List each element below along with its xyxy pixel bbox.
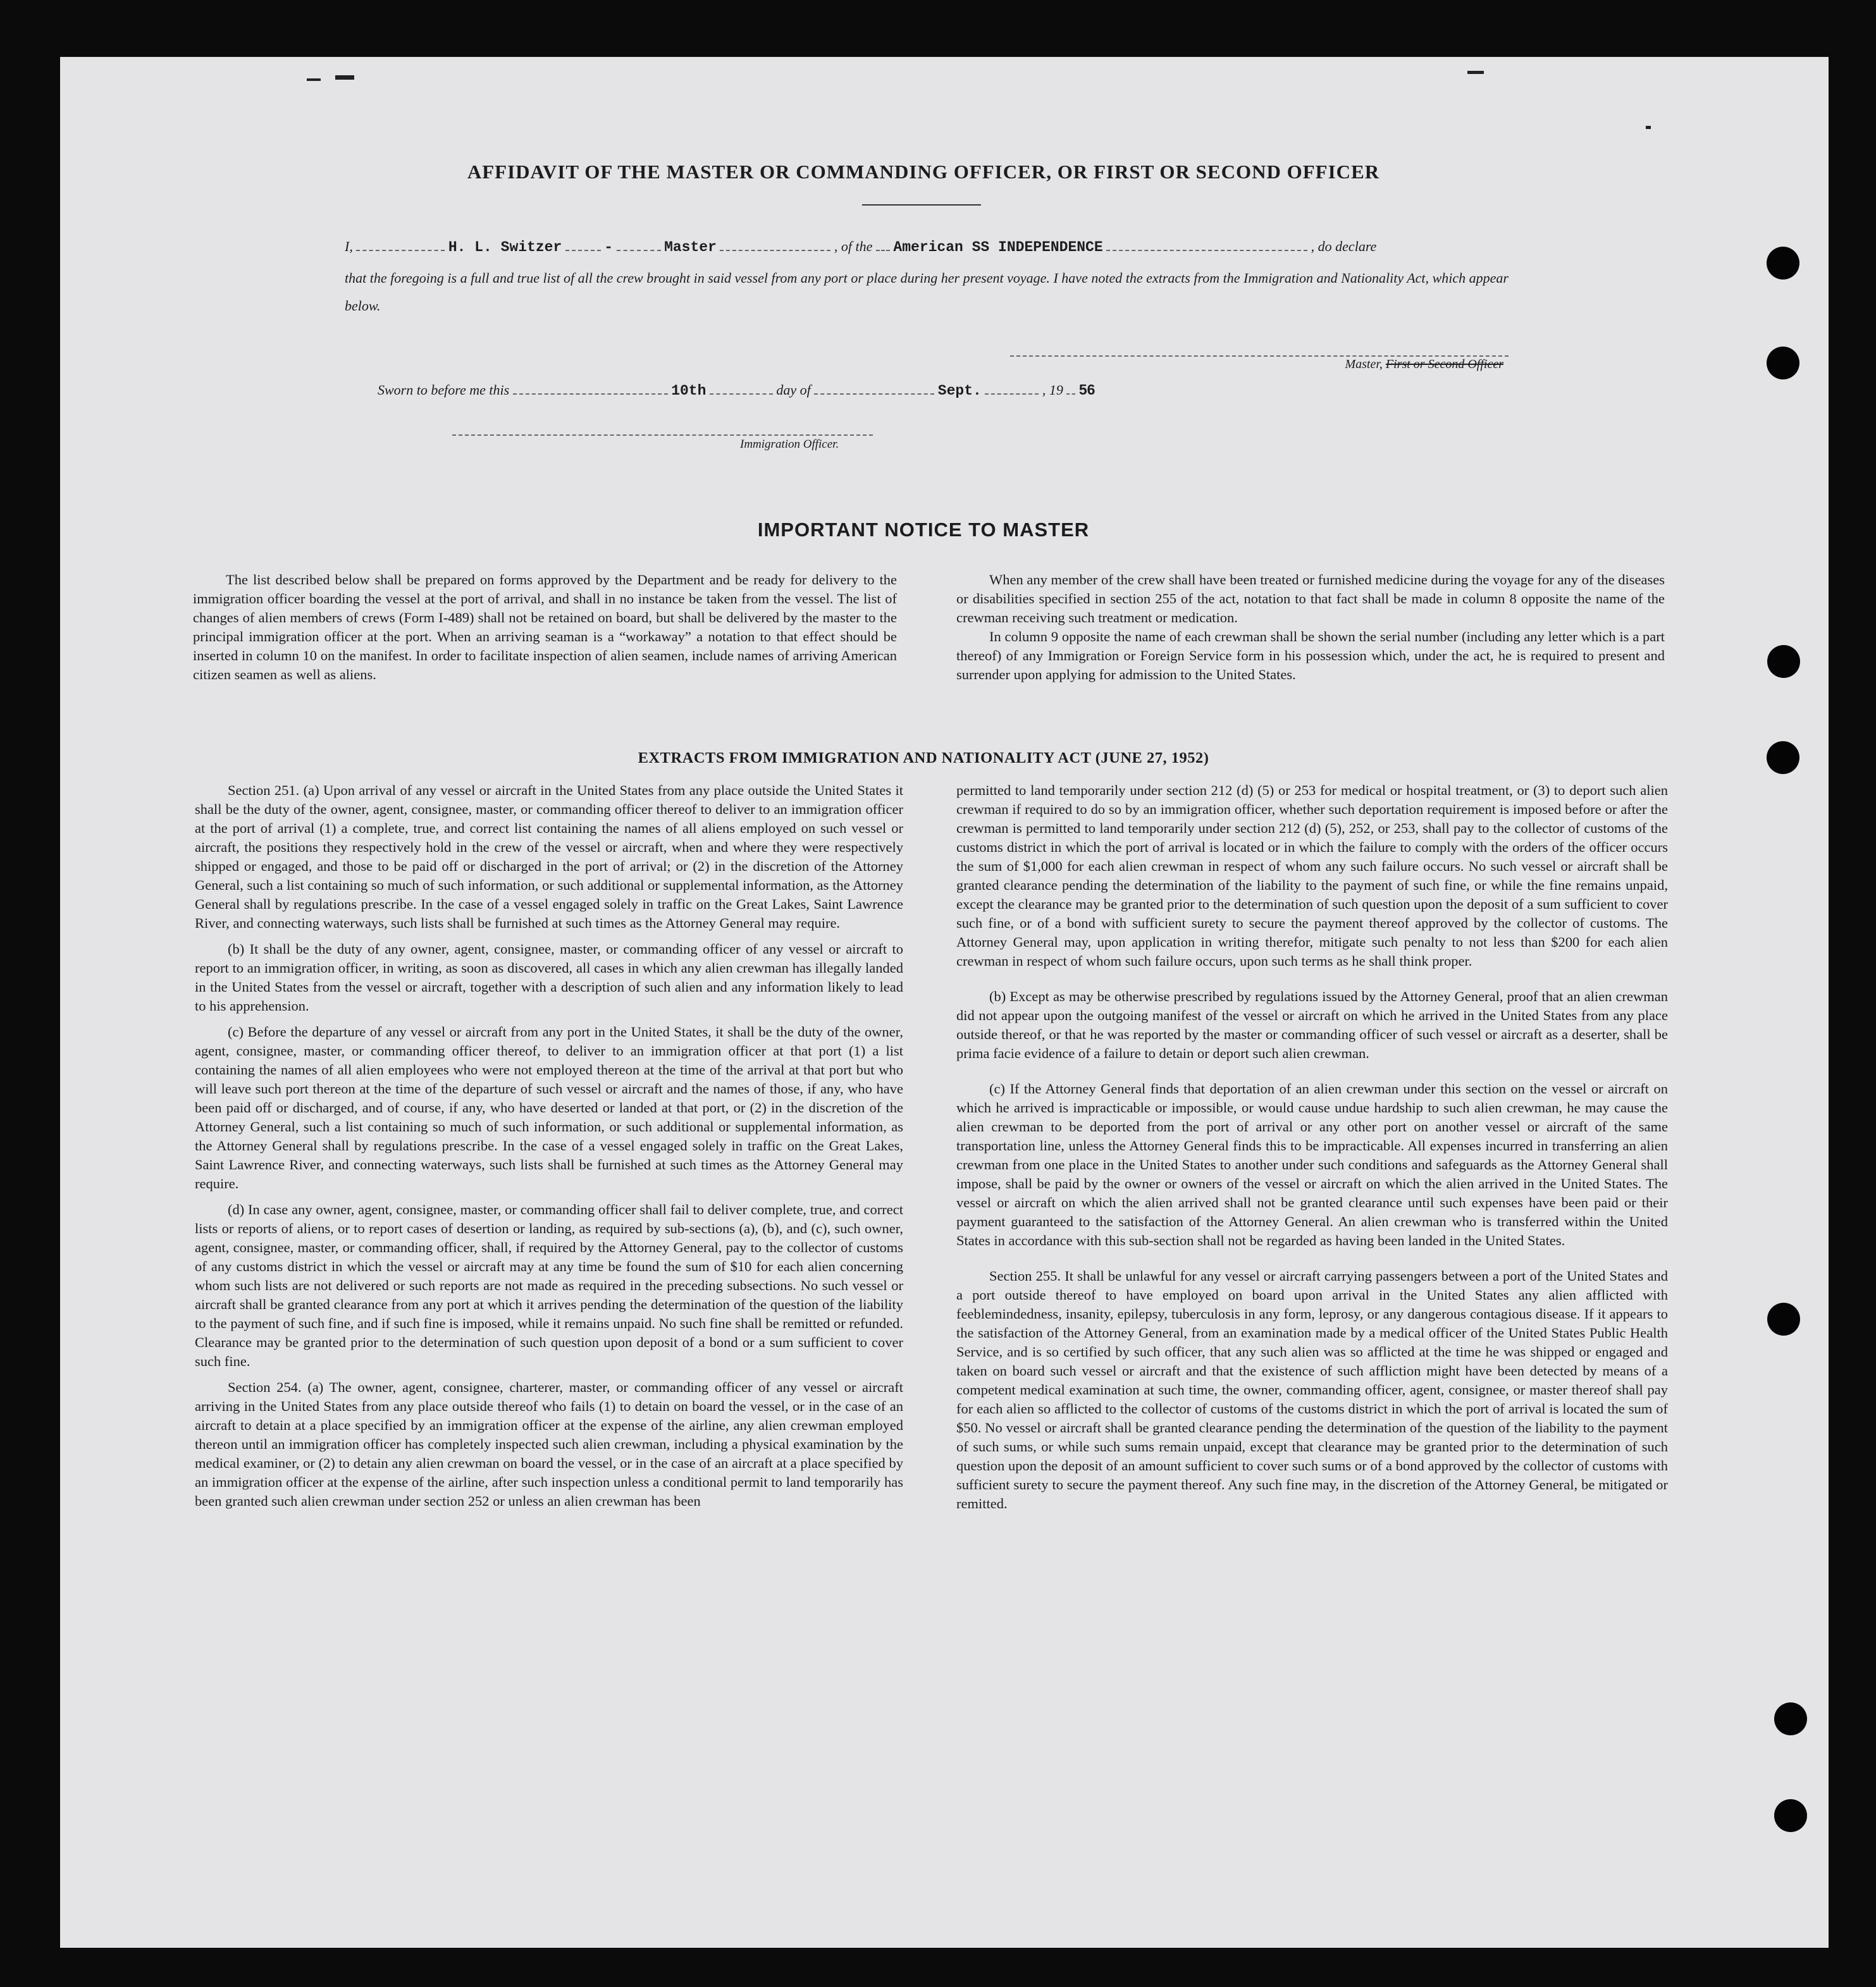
punch-hole [1767,645,1800,678]
blank-leader [814,382,934,395]
punch-hole [1767,247,1799,280]
blank-leader [710,382,773,395]
blank-leader [356,238,445,251]
extracts-left-column [195,781,903,1518]
extract-paragraph: permitted to land temporarily under section 212 (d) (5) or 253 for medical or hospital treatment, or (3) to deport such alien crewman if required to do so by an immigration officer, whether such deportation requirement is imposed before or after the crewman is permitted to land temporarily under section 212 (d) (5), 252, or 253, shall pay to the collector of customs of the customs district in which the port of arrival is located or in which the failure to comply with the orders of the officer occurs the sum of $1,000 for each alien crewman in respect of whom any such failure occurs. No such vessel or aircraft shall be granted clearance pending the determination of the liability to the payment of such fine, or while the fine remains unpaid, except the clearance may be granted prior to the determination of such question upon the deposit of a sum sufficient to cover such fine, or of a bond with sufficient surety to secure the payment thereof approved by the collector of customs. The Attorney General may, upon application in writing therefor, mitigate such penalty to not less than $200 for each alien crewman in respect of whom such failure occurs, upon such terms as he shall think proper. [956,782,1668,969]
signature-caption-prefix: Master, [1345,357,1383,371]
extract-paragraph: Section 251. (a) Upon arrival of any vessel or aircraft in the United States from any place outside the United States it shall be the duty of the owner, agent, consignee, master, or commanding officer thereof to deliver to an immigration officer at the port of arrival (1) a complete, true, and correct list containing the names of all aliens employed on such vessel or aircraft, the positions they respectively hold in the crew of the vessel or aircraft, when and where they were respectively shipped or engaged, and those to be paid off or discharged in the port of arrival; or (2) in the discretion of the Attorney General, such a list containing so much of such information, or such additional or supplemental information, as the Attorney General shall by regulations prescribe. In the case of a vessel engaged solely in traffic on the Great Lakes, Saint Lawrence River, and connecting waterways, such lists shall be furnished at such times as the Attorney General may require. [195,782,903,931]
signature-caption-struck: First or Second Officer [1385,357,1503,371]
blank-leader [565,238,601,251]
sworn-month-field: Sept. [937,383,982,399]
declaration-line [345,238,1509,255]
do-declare-label: , do declare [1311,238,1377,254]
extracts-right-column [956,781,1668,1520]
declaration-i-label: I, [345,238,353,254]
notice-left-column [193,570,897,691]
punch-hole [1774,1702,1807,1735]
sworn-label: Sworn to before me this [378,382,510,398]
notice-left-paragraph: The list described below shall be prepared on forms approved by the Department and be ready for delivery to the immigration officer boarding the vessel at the port of arrival, and shall in no instance be taken from the vessel. The list of changes of alien members of crews (Form I-489) shall not be retained on board, but shall be delivered by the master to the principal immigration officer at the port. When an arriving seaman is a “workaway” a notation to that effect should be inserted in column 10 on the manifest. In order to facilitate inspection of alien seamen, include names of arriving American citizen seamen as well as aliens. [193,572,897,682]
extract-paragraph: (c) Before the departure of any vessel or aircraft from any port in the United States, it shall be the duty of the owner, agent, consignee, master, or commanding officer thereof, to deliver to an immigration officer at that port (1) a list containing the names of all alien employees who were not employed thereon at the time of the arrival at that port but who will leave such port thereon at the time of the departure of such vessel or aircraft and the names of those, if any, who have been paid off or discharged, and of course, if any, who have deserted or landed at that port, or (2) in the discretion of the Attorney General, such a list containing so much of such information, or such additional or supplemental information, as the Attorney General shall by regulations prescribe. In the case of a vessel engaged solely in traffic on the Great Lakes, Saint Lawrence River, and connecting waterways, such lists shall be furnished at such times as the Attorney General may require. [195,1024,903,1191]
sworn-line [378,381,1095,399]
vessel-name-field: American SS INDEPENDENCE [893,239,1103,255]
year-prefix-label: , 19 [1042,382,1063,398]
extract-paragraph: (b) Except as may be otherwise prescribed by regulations issued by the Attorney General, proof that an alien crewman did not appear upon the outgoing manifest of the vessel or aircraft on which he arrived in the United States from any place outside thereof, or that he was reported by the master or commanding officer of such vessel or aircraft as a deserter, shall be prima facie evidence of a failure to detain or deport such alien crewman. [956,988,1668,1061]
day-of-label: day of [776,382,811,398]
immigration-officer-caption: Immigration Officer. [740,438,839,451]
sworn-year-field: 56 [1078,381,1095,398]
master-signature-line [1010,354,1509,357]
scan-speck [307,78,321,81]
scan-speck [335,75,354,80]
immigration-officer-line [452,433,873,436]
of-the-label: , of the [834,238,873,254]
extract-paragraph: (d) In case any owner, agent, consignee, master, or commanding officer shall fail to deliver complete, true, and correct lists or reports of aliens, or to report cases of desertion or landing, as required by sub-sections (a), (b), and (c), such owner, agent, consignee, master, or commanding officer, shall, if required by the Attorney General, pay to the collector of customs of any customs district in which the vessel or aircraft may at any time be found the sum of $10 for each alien concerning whom such lists are not delivered or such reports are not made as required in the preceding subsections. No such vessel or aircraft shall be granted clearance from any port at which it arrives pending the determination of the question of the liability to the payment of such fine, and if such fine is imposed, while it remains unpaid. No such fine shall be remitted or refunded. Clearance may be granted prior to the determination of such question upon deposit of a bond or a sum sufficient to cover such fine. [195,1202,903,1369]
title-rule [862,204,981,206]
blank-leader [617,238,661,251]
extract-paragraph: (b) It shall be the duty of any owner, agent, consignee, master, or commanding officer of any vessel or aircraft to report to an immigration officer, in writing, as soon as discovered, all cases in which any alien crewman has illegally landed in the United States from the vessel or aircraft, together with a description of such alien and any information likely to lead to his apprehension. [195,941,903,1014]
blank-leader [876,238,890,251]
blank-leader [1066,382,1075,395]
officer-rank-field: Master [664,239,717,255]
extract-paragraph: (c) If the Attorney General finds that deportation of an alien crewman under this section on the vessel or aircraft on which he arrived is impracticable or impossible, or would cause undue hardship to such alien crewman, he may cause the alien crewman to be deported from the port of arrival or any other port on another vessel or aircraft of the same transportation line, unless the Attorney General finds this to be impracticable. All expenses incurred in transferring an alien crewman from one place in the United States to another under such conditions and safeguards as the Attorney General shall impose, shall be paid by the owner or owners of the vessel or aircraft on which the alien arrived in the United States. The vessel or aircraft on which the alien arrived shall not be granted clearance until such expenses have been paid or their payment guaranteed to the satisfaction of the Attorney General. An alien crewman who is transferred within the United States in accordance with this sub-section shall not be regarded as having been landed in the United States. [956,1081,1668,1248]
punch-hole [1767,1303,1800,1336]
notice-right-column [956,570,1665,691]
officer-name-field: H. L. Switzer [448,239,562,255]
blank-leader [985,382,1039,395]
declaration-text: that the foregoing is a full and true list of all the crew brought in said vessel from any port or place during her present voyage. I have noted the extracts from the Immigration and Nationality Act, which appear below. [345,270,1509,314]
affidavit-title: AFFIDAVIT OF THE MASTER OR COMMANDING OFFICER, OR FIRST OR SECOND OFFICER [467,161,1380,183]
blank-leader [513,382,668,395]
extract-paragraph: Section 255. It shall be unlawful for any vessel or aircraft carrying passengers between a port of the United States and a port outside thereof to have employed on board upon arrival in the United States any alien afflicted with feeblemindedness, insanity, epilepsy, tuberculosis in any form, leprosy, or any dangerous contagious disease. If it appears to the satisfaction of the Attorney General, from an examination made by a medical officer of the United States Public Health Service, and is so certified by such officer, that any such alien was so afflicted at the time he was shipped or engaged and taken on board such vessel or aircraft and that the existence of such affliction might have been detected by means of a competent medical examination at such time, the owner, commanding officer, agent, consignee, or master thereof shall pay for each alien so afflicted to the collector of customs of the customs district in which the port of arrival is located the sum of $50. No vessel or aircraft shall be granted clearance pending the determination of the question of the liability to the payment of such sums, or while such sums remain unpaid, except that clearance may be granted prior to the determination of such question upon the deposit of an amount sufficient to cover such sums or of a bond approved by the collector of customs with sufficient surety to secure the payment thereof. Any such fine may, in the discretion of the Attorney General, be mitigated or remitted. [956,1268,1668,1511]
sworn-day-field: 10th [671,383,707,399]
punch-hole [1767,347,1799,379]
blank-leader [720,238,830,251]
blank-leader [1106,238,1307,251]
notice-right-paragraph: In column 9 opposite the name of each crewman shall be shown the serial number (including any letter which is a part thereof) of any Immigration or Foreign Service form in his possession which, under the act, he is required to present and surrender upon applying for admission to the United States. [956,629,1665,682]
notice-right-paragraph: When any member of the crew shall have been treated or furnished medicine during the voyage for any of the diseases or disabilities specified in section 255 of the act, notation to that fact shall be made in column 8 opposite the name of the crewman receiving such treatment or medication. [956,572,1665,625]
notice-title: IMPORTANT NOTICE TO MASTER [757,519,1090,541]
punch-hole [1774,1799,1807,1832]
extracts-title: EXTRACTS FROM IMMIGRATION AND NATIONALITY ACT (JUNE 27, 1952) [638,749,1209,766]
scan-speck [1646,126,1651,129]
scan-speck [1467,71,1484,74]
master-signature-caption [1010,357,1503,372]
name-separator: - [604,239,614,255]
extract-paragraph: Section 254. (a) The owner, agent, consignee, charterer, master, or commanding officer of any vessel or aircraft arriving in the United States from any place outside thereof who fails (1) to detain on board the vessel, or in the case of an aircraft to detain at a place specified by an immigration officer at the expense of the airline, any alien crewman employed thereon until an immigration officer has completely inspected such alien crewman, including a physical examination by the medical examiner, or (2) to detain any alien crewman on board the vessel, or in the case of an aircraft at a place specified by an immigration officer at the expense of the airline, after such inspection unless a conditional permit to land temporarily has been granted such alien crewman under section 252 or unless an alien crewman has been [195,1379,903,1509]
